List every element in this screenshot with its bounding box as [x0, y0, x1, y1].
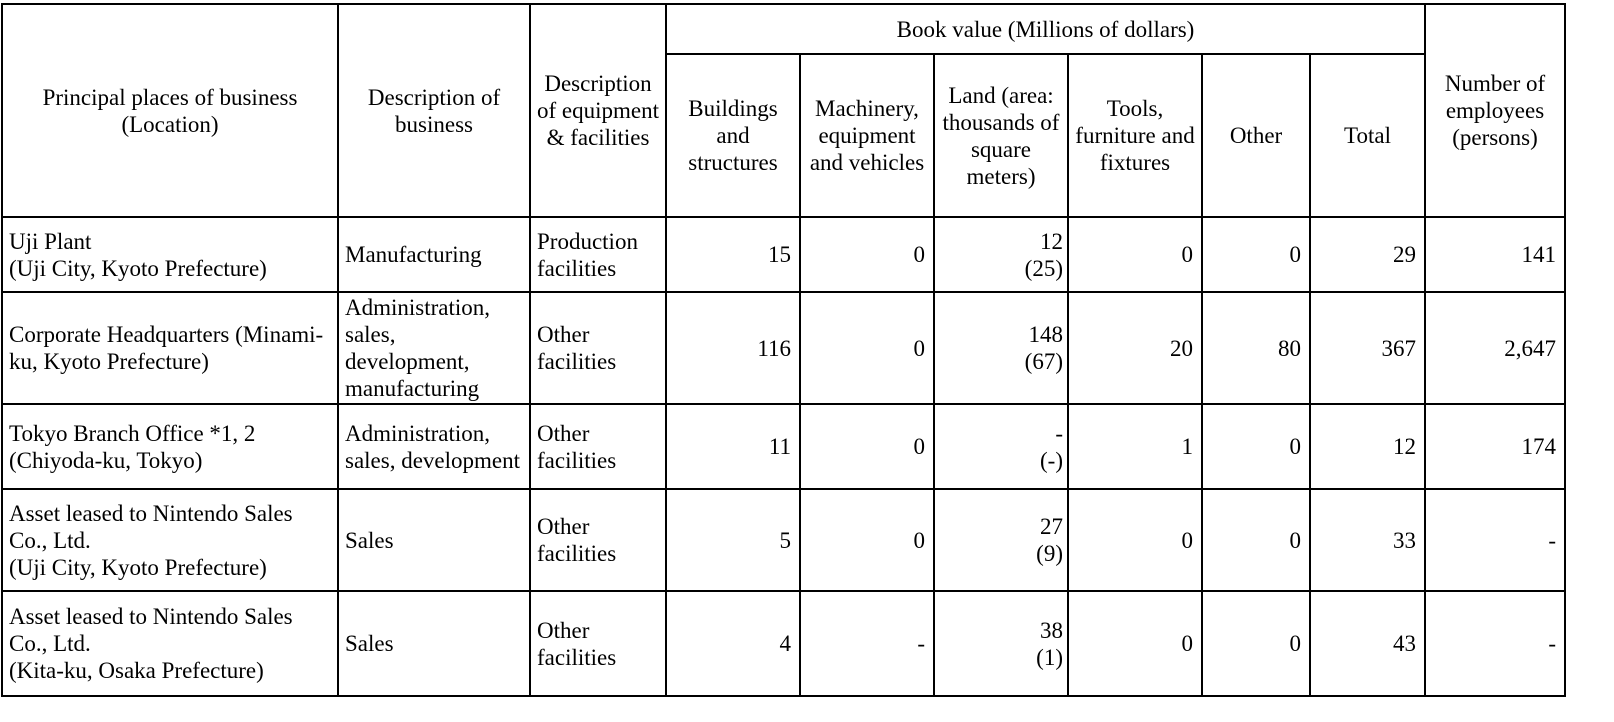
- land-area: (-): [1040, 447, 1063, 473]
- cell-employees: 141: [1425, 217, 1565, 292]
- cell-land: [934, 217, 1068, 292]
- cell-equipment: Other facilities: [530, 591, 666, 696]
- land-value: 38: [1040, 617, 1063, 643]
- cell-business: Sales: [338, 489, 530, 591]
- cell-land: [934, 404, 1068, 489]
- land-value: 148: [1028, 322, 1063, 347]
- header-book-value: Book value (Millions of dollars): [666, 4, 1425, 54]
- cell-equipment: Production facilities: [530, 217, 666, 292]
- cell-business: Manufacturing: [338, 217, 530, 292]
- cell-tools: 0: [1068, 489, 1202, 591]
- cell-business: Sales: [338, 591, 530, 696]
- header-tools: Tools, furniture and fixtures: [1068, 54, 1202, 217]
- cell-buildings: 5: [666, 489, 800, 591]
- cell-buildings: 11: [666, 404, 800, 489]
- land-area: (67): [1024, 349, 1063, 374]
- cell-location: Uji Plant (Uji City, Kyoto Prefecture): [2, 217, 338, 292]
- cell-total: 12: [1310, 404, 1425, 489]
- land-value: 27: [1040, 514, 1063, 539]
- cell-tools: 1: [1068, 404, 1202, 489]
- land-area: (25): [1024, 255, 1063, 281]
- cell-machinery: 0: [800, 404, 934, 489]
- header-other: Other: [1202, 54, 1310, 217]
- header-location: Principal places of business (Location): [2, 4, 338, 217]
- cell-buildings: 15: [666, 217, 800, 292]
- cell-machinery: 0: [800, 217, 934, 292]
- land-area: (9): [1036, 541, 1063, 566]
- facilities-table: [1, 3, 1566, 697]
- cell-buildings: 4: [666, 591, 800, 696]
- cell-equipment: Other facilities: [530, 489, 666, 591]
- cell-land: [934, 591, 1068, 696]
- cell-land: [934, 292, 1068, 404]
- cell-total: 367: [1310, 292, 1425, 404]
- header-buildings: Buildings and structures: [666, 54, 800, 217]
- land-area: (1): [1036, 644, 1063, 670]
- header-machinery: Machinery, equipment and vehicles: [800, 54, 934, 217]
- cell-machinery: -: [800, 591, 934, 696]
- cell-employees: -: [1425, 489, 1565, 591]
- cell-employees: 2,647: [1425, 292, 1565, 404]
- cell-business: Administration, sales, development, manufacturing: [338, 292, 530, 404]
- cell-equipment: Other facilities: [530, 292, 666, 404]
- cell-machinery: 0: [800, 292, 934, 404]
- table-row: [2, 292, 1565, 404]
- cell-employees: -: [1425, 591, 1565, 696]
- cell-tools: 0: [1068, 217, 1202, 292]
- cell-other: 0: [1202, 404, 1310, 489]
- cell-total: 29: [1310, 217, 1425, 292]
- header-employees: Number of employees (persons): [1425, 4, 1565, 217]
- cell-equipment: Other facilities: [530, 404, 666, 489]
- cell-employees: 174: [1425, 404, 1565, 489]
- table-body: [2, 217, 1565, 696]
- cell-tools: 20: [1068, 292, 1202, 404]
- table-row: [2, 591, 1565, 696]
- cell-other: 80: [1202, 292, 1310, 404]
- land-value: -: [1055, 420, 1063, 446]
- table-row: [2, 489, 1565, 591]
- cell-buildings: 116: [666, 292, 800, 404]
- table-header: [2, 4, 1565, 217]
- cell-total: 43: [1310, 591, 1425, 696]
- cell-other: 0: [1202, 489, 1310, 591]
- cell-machinery: 0: [800, 489, 934, 591]
- cell-location: Tokyo Branch Office *1, 2 (Chiyoda-ku, Tokyo): [2, 404, 338, 489]
- cell-business: Administration, sales, development: [338, 404, 530, 489]
- cell-location: Asset leased to Nintendo Sales Co., Ltd. (Uji City, Kyoto Prefecture): [2, 489, 338, 591]
- header-total: Total: [1310, 54, 1425, 217]
- cell-tools: 0: [1068, 591, 1202, 696]
- cell-other: 0: [1202, 591, 1310, 696]
- cell-land: [934, 489, 1068, 591]
- table-row: [2, 217, 1565, 292]
- cell-total: 33: [1310, 489, 1425, 591]
- header-business: Description of business: [338, 4, 530, 217]
- land-value: 12: [1040, 228, 1063, 254]
- header-equipment: Description of equipment & facilities: [530, 4, 666, 217]
- cell-location: Corporate Headquarters (Minami-ku, Kyoto Prefecture): [2, 292, 338, 404]
- header-land: Land (area: thousands of square meters): [934, 54, 1068, 217]
- table-row: [2, 404, 1565, 489]
- cell-other: 0: [1202, 217, 1310, 292]
- cell-location: Asset leased to Nintendo Sales Co., Ltd. (Kita-ku, Osaka Prefecture): [2, 591, 338, 696]
